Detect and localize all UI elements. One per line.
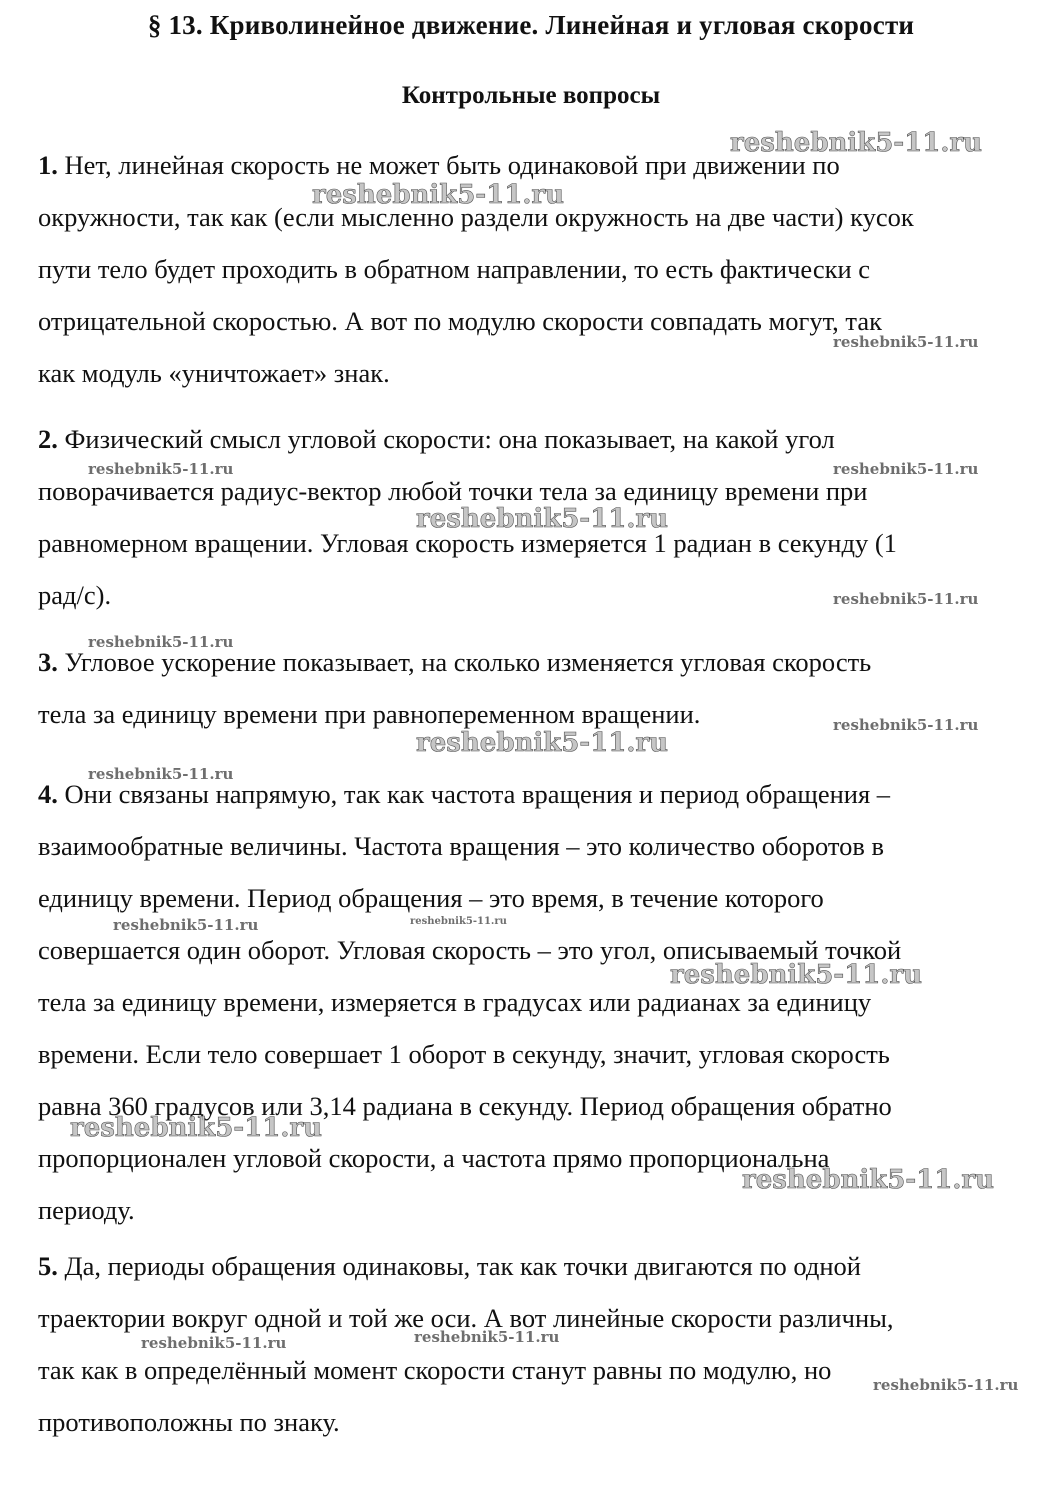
answer-line: Нет, линейная скорость не может быть одинаковой при движении по <box>64 150 840 180</box>
watermark: reshebnik5-11.ru <box>670 960 923 990</box>
watermark: reshebnik5-11.ru <box>88 633 234 651</box>
answer-line: окружности, так как (если мысленно раздели окружность на две части) кусок <box>38 202 914 232</box>
watermark: reshebnik5-11.ru <box>730 128 983 158</box>
answer-line: единицу времени. Период обращения – это время, в течение которого <box>38 883 824 913</box>
answer-line: рад/с). <box>38 580 112 610</box>
answer-line: равномерном вращении. Угловая скорость измеряется 1 радиан в секунду (1 <box>38 528 897 558</box>
answer-number: 4. <box>38 779 58 809</box>
answer-line: так как в определённый момент скорости станут равны по модулю, но <box>38 1355 832 1385</box>
answer-number: 2. <box>38 424 58 454</box>
answer-line: Физический смысл угловой скорости: она показывает, на какой угол <box>64 424 835 454</box>
watermark: reshebnik5-11.ru <box>742 1165 995 1195</box>
answer-line: траектории вокруг одной и той же оси. А вот линейные скорости различны, <box>38 1303 894 1333</box>
answer-line: равна 360 градусов или 3,14 радиана в секунду. Период обращения обратно <box>38 1091 892 1121</box>
watermark: reshebnik5-11.ru <box>414 1328 560 1346</box>
watermark: reshebnik5-11.ru <box>873 1376 1019 1394</box>
answer-line: противоположны по знаку. <box>38 1407 340 1437</box>
answer-line: тела за единицу времени при равнопеременном вращении. <box>38 699 701 729</box>
watermark: reshebnik5-11.ru <box>833 590 979 608</box>
watermark: reshebnik5-11.ru <box>833 716 979 734</box>
section-subtitle: Контрольные вопросы <box>401 82 661 109</box>
answer-line: пропорционален угловой скорости, а частота прямо пропорциональна <box>38 1143 830 1173</box>
watermark: reshebnik5-11.ru <box>113 916 259 934</box>
watermark: reshebnik5-11.ru <box>141 1334 287 1352</box>
page-title: § 13. Криволинейное движение. Линейная и угловая скорости <box>147 10 915 40</box>
answer-line: взаимообратные величины. Частота вращения – это количество оборотов в <box>38 831 885 861</box>
answer-line: отрицательной скоростью. А вот по модулю скорости совпадать могут, так <box>38 306 882 336</box>
answer-line: как модуль «уничтожает» знак. <box>38 358 390 388</box>
answer-line: тела за единицу времени, измеряется в градусах или радианах за единицу <box>38 987 872 1017</box>
watermark: reshebnik5-11.ru <box>833 333 979 351</box>
answer-line: пути тело будет проходить в обратном направлении, то есть фактически с <box>38 254 871 284</box>
answer-line: Угловое ускорение показывает, на сколько изменяется угловая скорость <box>64 647 872 677</box>
answer-line: совершается один оборот. Угловая скорость – это угол, описываемый точкой <box>38 935 902 965</box>
answer-1 <box>38 139 1038 399</box>
watermark: reshebnik5-11.ru <box>88 765 234 783</box>
watermark: reshebnik5-11.ru <box>416 728 669 758</box>
watermark: reshebnik5-11.ru <box>312 180 565 210</box>
answer-number: 3. <box>38 647 58 677</box>
watermark: reshebnik5-11.ru <box>70 1113 323 1143</box>
answer-line: Да, периоды обращения одинаковы, так как точки двигаются по одной <box>64 1251 861 1281</box>
answer-line: времени. Если тело совершает 1 оборот в секунду, значит, угловая скорость <box>38 1039 890 1069</box>
answer-number: 5. <box>38 1251 58 1281</box>
watermark: reshebnik5-11.ru <box>833 460 979 478</box>
watermark: reshebnik5-11.ru <box>410 916 507 927</box>
watermark: reshebnik5-11.ru <box>416 504 669 534</box>
answer-line: поворачивается радиус-вектор любой точки тела за единицу времени при <box>38 476 868 506</box>
watermark: reshebnik5-11.ru <box>88 460 234 478</box>
answer-line: периоду. <box>38 1195 135 1225</box>
answer-line: Они связаны напрямую, так как частота вращения и период обращения – <box>64 779 891 809</box>
answer-number: 1. <box>38 150 58 180</box>
